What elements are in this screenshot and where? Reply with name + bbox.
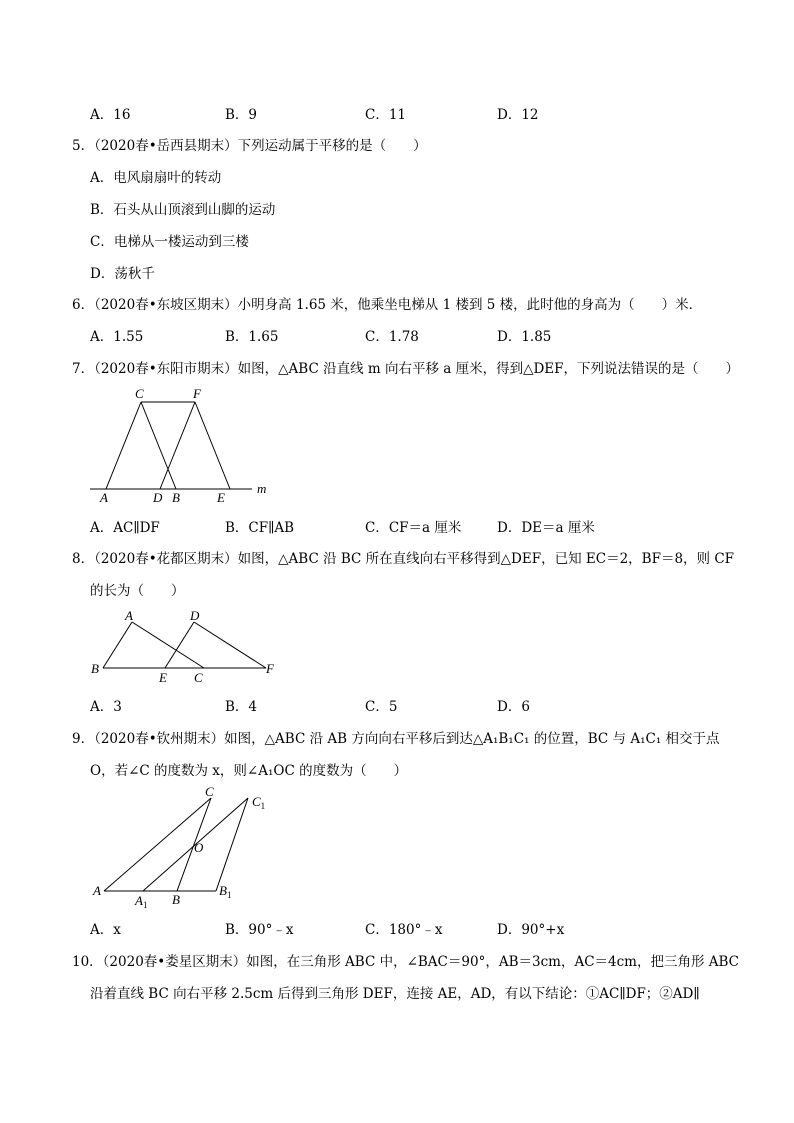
q9-stem-line2: O，若∠C 的度数为 x，则∠A₁OC 的度数为（ ） <box>90 763 408 779</box>
q9-label-b: B <box>172 892 180 907</box>
q9-label-a: A <box>93 883 101 898</box>
q7-option-a: A．AC∥DF <box>90 520 160 536</box>
q8-label-c: C <box>194 670 203 685</box>
q8-label-a: A <box>125 608 133 623</box>
q7-label-d: D <box>153 490 163 505</box>
q8-option-a: A．3 <box>90 699 122 715</box>
q5-stem: 5．（2020春•岳西县期末）下列运动属于平移的是（ ） <box>72 138 427 154</box>
q6-option-c: C．1.78 <box>365 329 419 345</box>
q6-option-d: D．1.85 <box>497 329 552 345</box>
q7-option-d: D．DE＝a 厘米 <box>497 520 595 536</box>
q4-option-a: A．16 <box>90 107 131 123</box>
q5-option-b: B．石头从山顶滚到山脚的运动 <box>90 202 276 218</box>
q9-stem-line1: 9．（2020春•钦州期末）如图，△ABC 沿 AB 方向向右平移后到达△A₁B₁C₁ 的位置，BC 与 A₁C₁ 相交于点 <box>72 731 720 747</box>
q4-option-b: B．9 <box>225 107 258 123</box>
q7-label-m: m <box>257 481 267 496</box>
q9-label-a1: $A_1$ <box>135 893 148 910</box>
q6-stem: 6．（2020春•东坡区期末）小明身高 1.65 米，他乘坐电梯从 1 楼到 5 楼，此时他的身高为（ ）米． <box>72 297 703 313</box>
q9-label-b1: $B_1$ <box>219 883 232 900</box>
q9-label-c: C <box>205 784 214 799</box>
q9-option-d: D．90°+x <box>497 922 565 938</box>
q8-label-d: D <box>190 608 200 623</box>
q7-label-f: F <box>193 386 201 401</box>
q9-option-c: C．180°﹣x <box>365 922 443 938</box>
q6-option-b: B．1.65 <box>225 329 279 345</box>
q8-stem-line1: 8．（2020春•花都区期末）如图，△ABC 沿 BC 所在直线向右平移得到△DEF，已知 EC＝2，BF＝8，则 CF <box>72 551 735 567</box>
q4-option-c: C．11 <box>365 107 407 123</box>
q8-label-f: F <box>266 661 274 676</box>
q4-option-d: D．12 <box>497 107 539 123</box>
q7-label-a: A <box>100 490 108 505</box>
q7-label-e: E <box>217 490 225 505</box>
q10-stem-line2: 沿着直线 BC 向右平移 2.5cm 后得到三角形 DEF，连接 AE，AD，有以下结论：①AC∥DF；②AD∥ <box>90 986 700 1002</box>
q8-option-b: B．4 <box>225 699 258 715</box>
q8-option-c: C．5 <box>365 699 398 715</box>
q5-option-c: C．电梯从一楼运动到三楼 <box>90 234 249 250</box>
q10-stem-line1: 10．（2020春•娄星区期末）如图，在三角形 ABC 中，∠BAC＝90°，AB＝3cm，AC＝4cm，把三角形 ABC <box>72 954 740 970</box>
q5-option-a: A．电风扇扇叶的转动 <box>90 170 222 186</box>
q7-option-b: B．CF∥AB <box>225 520 295 536</box>
q8-stem-line2: 的长为（ ） <box>90 583 185 599</box>
q8-option-d: D．6 <box>497 699 530 715</box>
q9-label-c1: $C_1$ <box>252 794 266 811</box>
q6-option-a: A．1.55 <box>90 329 144 345</box>
q8-label-e: E <box>159 670 167 685</box>
q7-label-c: C <box>135 386 144 401</box>
q7-label-b: B <box>172 490 180 505</box>
q5-option-d: D．荡秋千 <box>90 266 155 282</box>
q9-option-b: B．90°﹣x <box>225 922 294 938</box>
q7-option-c: C．CF＝a 厘米 <box>365 520 462 536</box>
q7-stem: 7．（2020春•东阳市期末）如图，△ABC 沿直线 m 向右平移 a 厘米，得到△DEF，下列说法错误的是（ ） <box>72 361 740 377</box>
q9-label-o: O <box>194 840 204 855</box>
q8-label-b: B <box>91 661 99 676</box>
q9-option-a: A．x <box>90 922 121 938</box>
